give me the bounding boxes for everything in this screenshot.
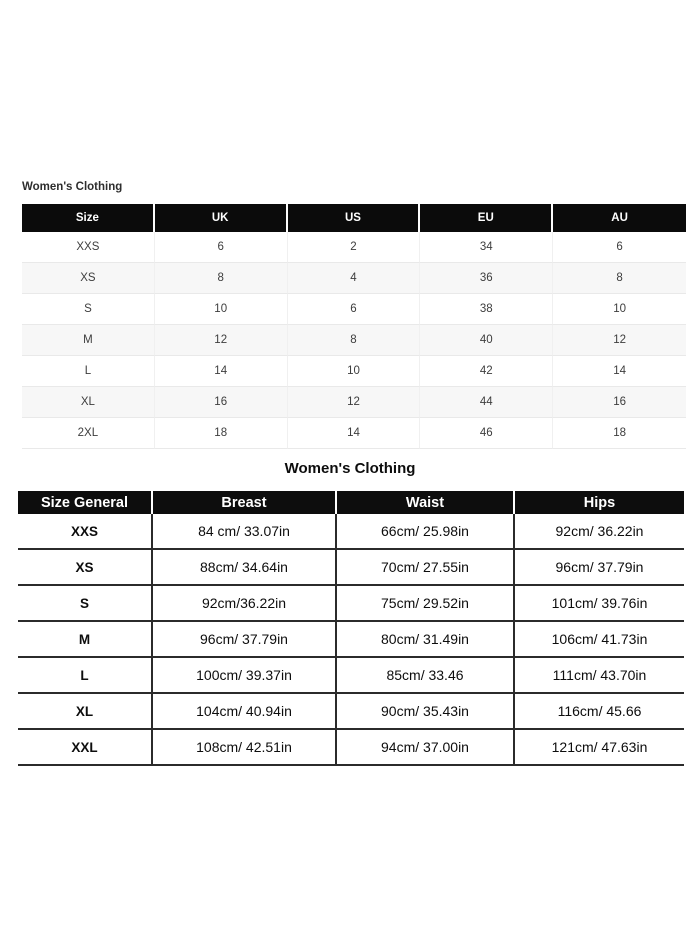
value-cell: 44 [420,387,553,418]
table1-body [22,232,686,449]
value-cell: 42 [420,356,553,387]
value-cell: 34 [420,232,553,263]
measurements-table [18,491,684,766]
table1-label: Women's Clothing [22,181,123,193]
column-header: Waist [337,491,515,514]
value-cell: 38 [420,294,553,325]
value-cell: 6 [288,294,421,325]
value-cell: 94cm/ 37.00in [337,730,515,766]
size-cell: S [18,586,153,622]
size-cell: L [22,356,155,387]
value-cell: 8 [155,263,288,294]
column-header: Hips [515,491,684,514]
value-cell: 2 [288,232,421,263]
value-cell: 92cm/36.22in [153,586,337,622]
value-cell: 84 cm/ 33.07in [153,514,337,550]
table-row [22,418,686,449]
table-row [18,658,684,694]
size-cell: S [22,294,155,325]
value-cell: 100cm/ 39.37in [153,658,337,694]
size-cell: XXS [22,232,155,263]
value-cell: 12 [288,387,421,418]
value-cell: 46 [420,418,553,449]
table1-header [22,204,686,232]
size-cell: XXS [18,514,153,550]
table2-body [18,514,684,766]
value-cell: 16 [553,387,686,418]
value-cell: 92cm/ 36.22in [515,514,684,550]
size-cell: XL [22,387,155,418]
value-cell: 116cm/ 45.66 [515,694,684,730]
size-cell: XS [18,550,153,586]
table-row [18,730,684,766]
value-cell: 88cm/ 34.64in [153,550,337,586]
size-cell: L [18,658,153,694]
table-row [22,232,686,263]
value-cell: 101cm/ 39.76in [515,586,684,622]
column-header: EU [420,204,553,232]
international-size-table-container [22,204,686,449]
size-cell: XS [22,263,155,294]
value-cell: 6 [155,232,288,263]
table-row [22,263,686,294]
value-cell: 104cm/ 40.94in [153,694,337,730]
column-header: UK [155,204,288,232]
value-cell: 111cm/ 43.70in [515,658,684,694]
value-cell: 4 [288,263,421,294]
value-cell: 16 [155,387,288,418]
value-cell: 70cm/ 27.55in [337,550,515,586]
column-header: US [288,204,421,232]
size-cell: M [22,325,155,356]
value-cell: 96cm/ 37.79in [153,622,337,658]
value-cell: 85cm/ 33.46 [337,658,515,694]
value-cell: 10 [288,356,421,387]
size-cell: 2XL [22,418,155,449]
table-row [18,694,684,730]
value-cell: 14 [553,356,686,387]
value-cell: 75cm/ 29.52in [337,586,515,622]
value-cell: 12 [553,325,686,356]
size-cell: M [18,622,153,658]
column-header: Size [22,204,155,232]
table2-title: Women's Clothing [284,460,416,477]
value-cell: 12 [155,325,288,356]
table2-header [18,491,684,514]
value-cell: 106cm/ 41.73in [515,622,684,658]
value-cell: 90cm/ 35.43in [337,694,515,730]
value-cell: 80cm/ 31.49in [337,622,515,658]
value-cell: 14 [155,356,288,387]
table-row [18,550,684,586]
value-cell: 121cm/ 47.63in [515,730,684,766]
value-cell: 108cm/ 42.51in [153,730,337,766]
value-cell: 14 [288,418,421,449]
table1-header-row [22,204,686,232]
table-row [22,356,686,387]
value-cell: 8 [288,325,421,356]
table-row [22,294,686,325]
size-cell: XL [18,694,153,730]
table-row [22,387,686,418]
column-header: AU [553,204,686,232]
value-cell: 36 [420,263,553,294]
value-cell: 8 [553,263,686,294]
value-cell: 6 [553,232,686,263]
value-cell: 10 [553,294,686,325]
table2-header-row [18,491,684,514]
value-cell: 10 [155,294,288,325]
value-cell: 18 [553,418,686,449]
international-size-table [22,204,686,449]
value-cell: 66cm/ 25.98in [337,514,515,550]
table-row [22,325,686,356]
size-cell: XXL [18,730,153,766]
column-header: Size General [18,491,153,514]
value-cell: 96cm/ 37.79in [515,550,684,586]
table-row [18,586,684,622]
value-cell: 40 [420,325,553,356]
measurements-table-container [18,491,684,766]
value-cell: 18 [155,418,288,449]
column-header: Breast [153,491,337,514]
table-row [18,514,684,550]
table-row [18,622,684,658]
